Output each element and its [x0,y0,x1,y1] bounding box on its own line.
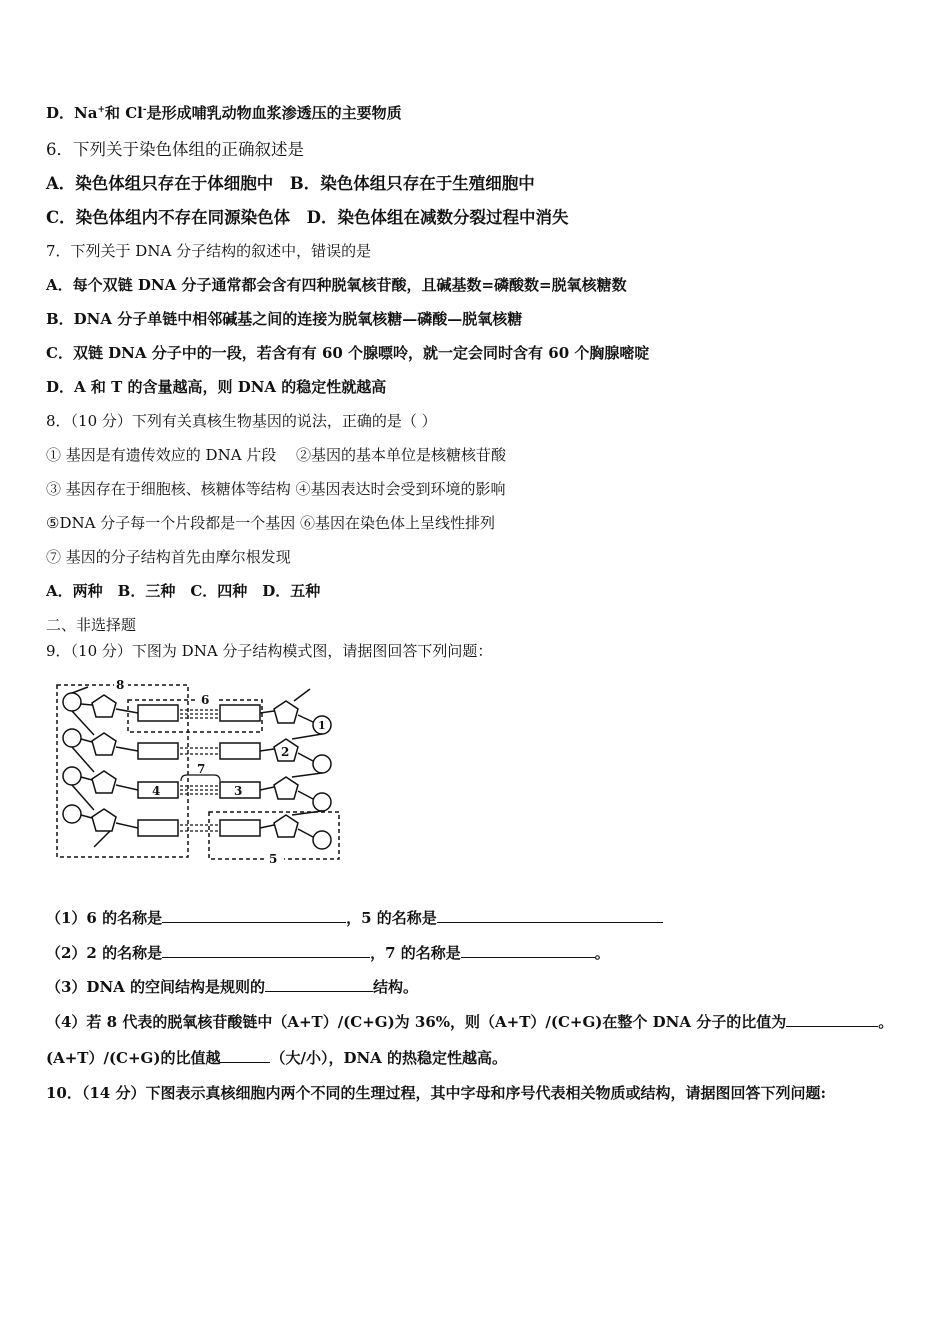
label-5: 5 [269,852,278,865]
q8-statements-3-4: ③ 基因存在于细胞核、核糖体等结构 ④基因表达时会受到环境的影响 [46,480,506,498]
blank-2-name[interactable] [162,943,370,958]
q9-part-1: （1）6 的名称是 ，5 的名称是 [46,907,663,928]
blank-5-name[interactable] [437,908,663,923]
q10-stem: 10．（14 分）下图表示真核细胞内两个不同的生理过程，其中字母和序号代表相关物质或结构，请据图回答下列问题: [46,1084,827,1102]
label-8: 8 [116,678,125,692]
q7-option-a: A．每个双链 DNA 分子通常都会含有四种脱氧核苷酸，且碱基数=磷酸数=脱氧核糖数 [46,276,627,294]
q6-stem: 6．下列关于染色体组的正确叙述是 [46,140,304,159]
label-7: 7 [197,762,206,776]
q9-part-2: （2）2 的名称是 ，7 的名称是 。 [46,944,610,962]
q7-option-b: B．DNA 分子单链中相邻碱基之间的连接为脱氧核糖—磷酸—脱氧核糖 [46,310,523,328]
q9-part-3: （3）DNA 的空间结构是规则的 结构。 [46,978,419,996]
q7-stem: 7．下列关于 DNA 分子结构的叙述中，错误的是 [46,242,372,260]
label-3: 3 [234,784,243,798]
label-2: 2 [281,745,290,759]
blank-big-small[interactable] [220,1048,270,1063]
q8-statement-7: ⑦ 基因的分子结构首先由摩尔根发现 [46,548,291,566]
blank-7-name[interactable] [461,943,595,958]
section-heading: 二、非选择题 [46,616,137,634]
blank-6-name[interactable] [162,908,346,923]
q7-option-d: D．A 和 T 的含量越高，则 DNA 的稳定性就越高 [46,378,387,396]
q6-options-cd: C．染色体组内不存在同源染色体 D．染色体组在减数分裂过程中消失 [46,208,569,227]
label-4: 4 [152,784,161,798]
blank-ratio[interactable] [786,1012,878,1027]
q5-option-d: D．Na+和 Cl-是形成哺乳动物血浆渗透压的主要物质 [46,104,402,122]
q8-statements-1-2: ① 基因是有遗传效应的 DNA 片段 ②基因的基本单位是核糖核苷酸 [46,446,507,464]
q6-options-ab: A．染色体组只存在于体细胞中 B．染色体组只存在于生殖细胞中 [46,174,535,193]
q9-part-4: （4）若 8 代表的脱氧核苷酸链中（A+T）/(C+G)为 36%，则（A+T）/(C+G)在整个 DNA 分子的比值为 。 [46,1013,894,1031]
q8-options: A．两种 B．三种 C．四种 D．五种 [46,582,321,600]
q9-stem: 9．（10 分）下图为 DNA 分子结构模式图，请据图回答下列问题： [46,642,493,660]
q9-part-5: (A+T）/(C+G)的比值越 （大/小），DNA 的热稳定性越高。 [46,1049,508,1067]
label-1: 1 [318,719,326,732]
q8-stem: 8．（10 分）下列有关真核生物基因的说法，正确的是（ ） [46,412,437,430]
label-6: 6 [201,693,210,707]
q8-statements-5-6: ⑤DNA 分子每一个片段都是一个基因 ⑥基因在染色体上呈线性排列 [46,514,495,532]
dna-structure-diagram [54,675,346,865]
blank-structure[interactable] [265,977,373,992]
q7-option-c: C．双链 DNA 分子中的一段，若含有有 60 个腺嘌呤，就一定会同时含有 60 个胸腺嘧啶 [46,344,650,362]
